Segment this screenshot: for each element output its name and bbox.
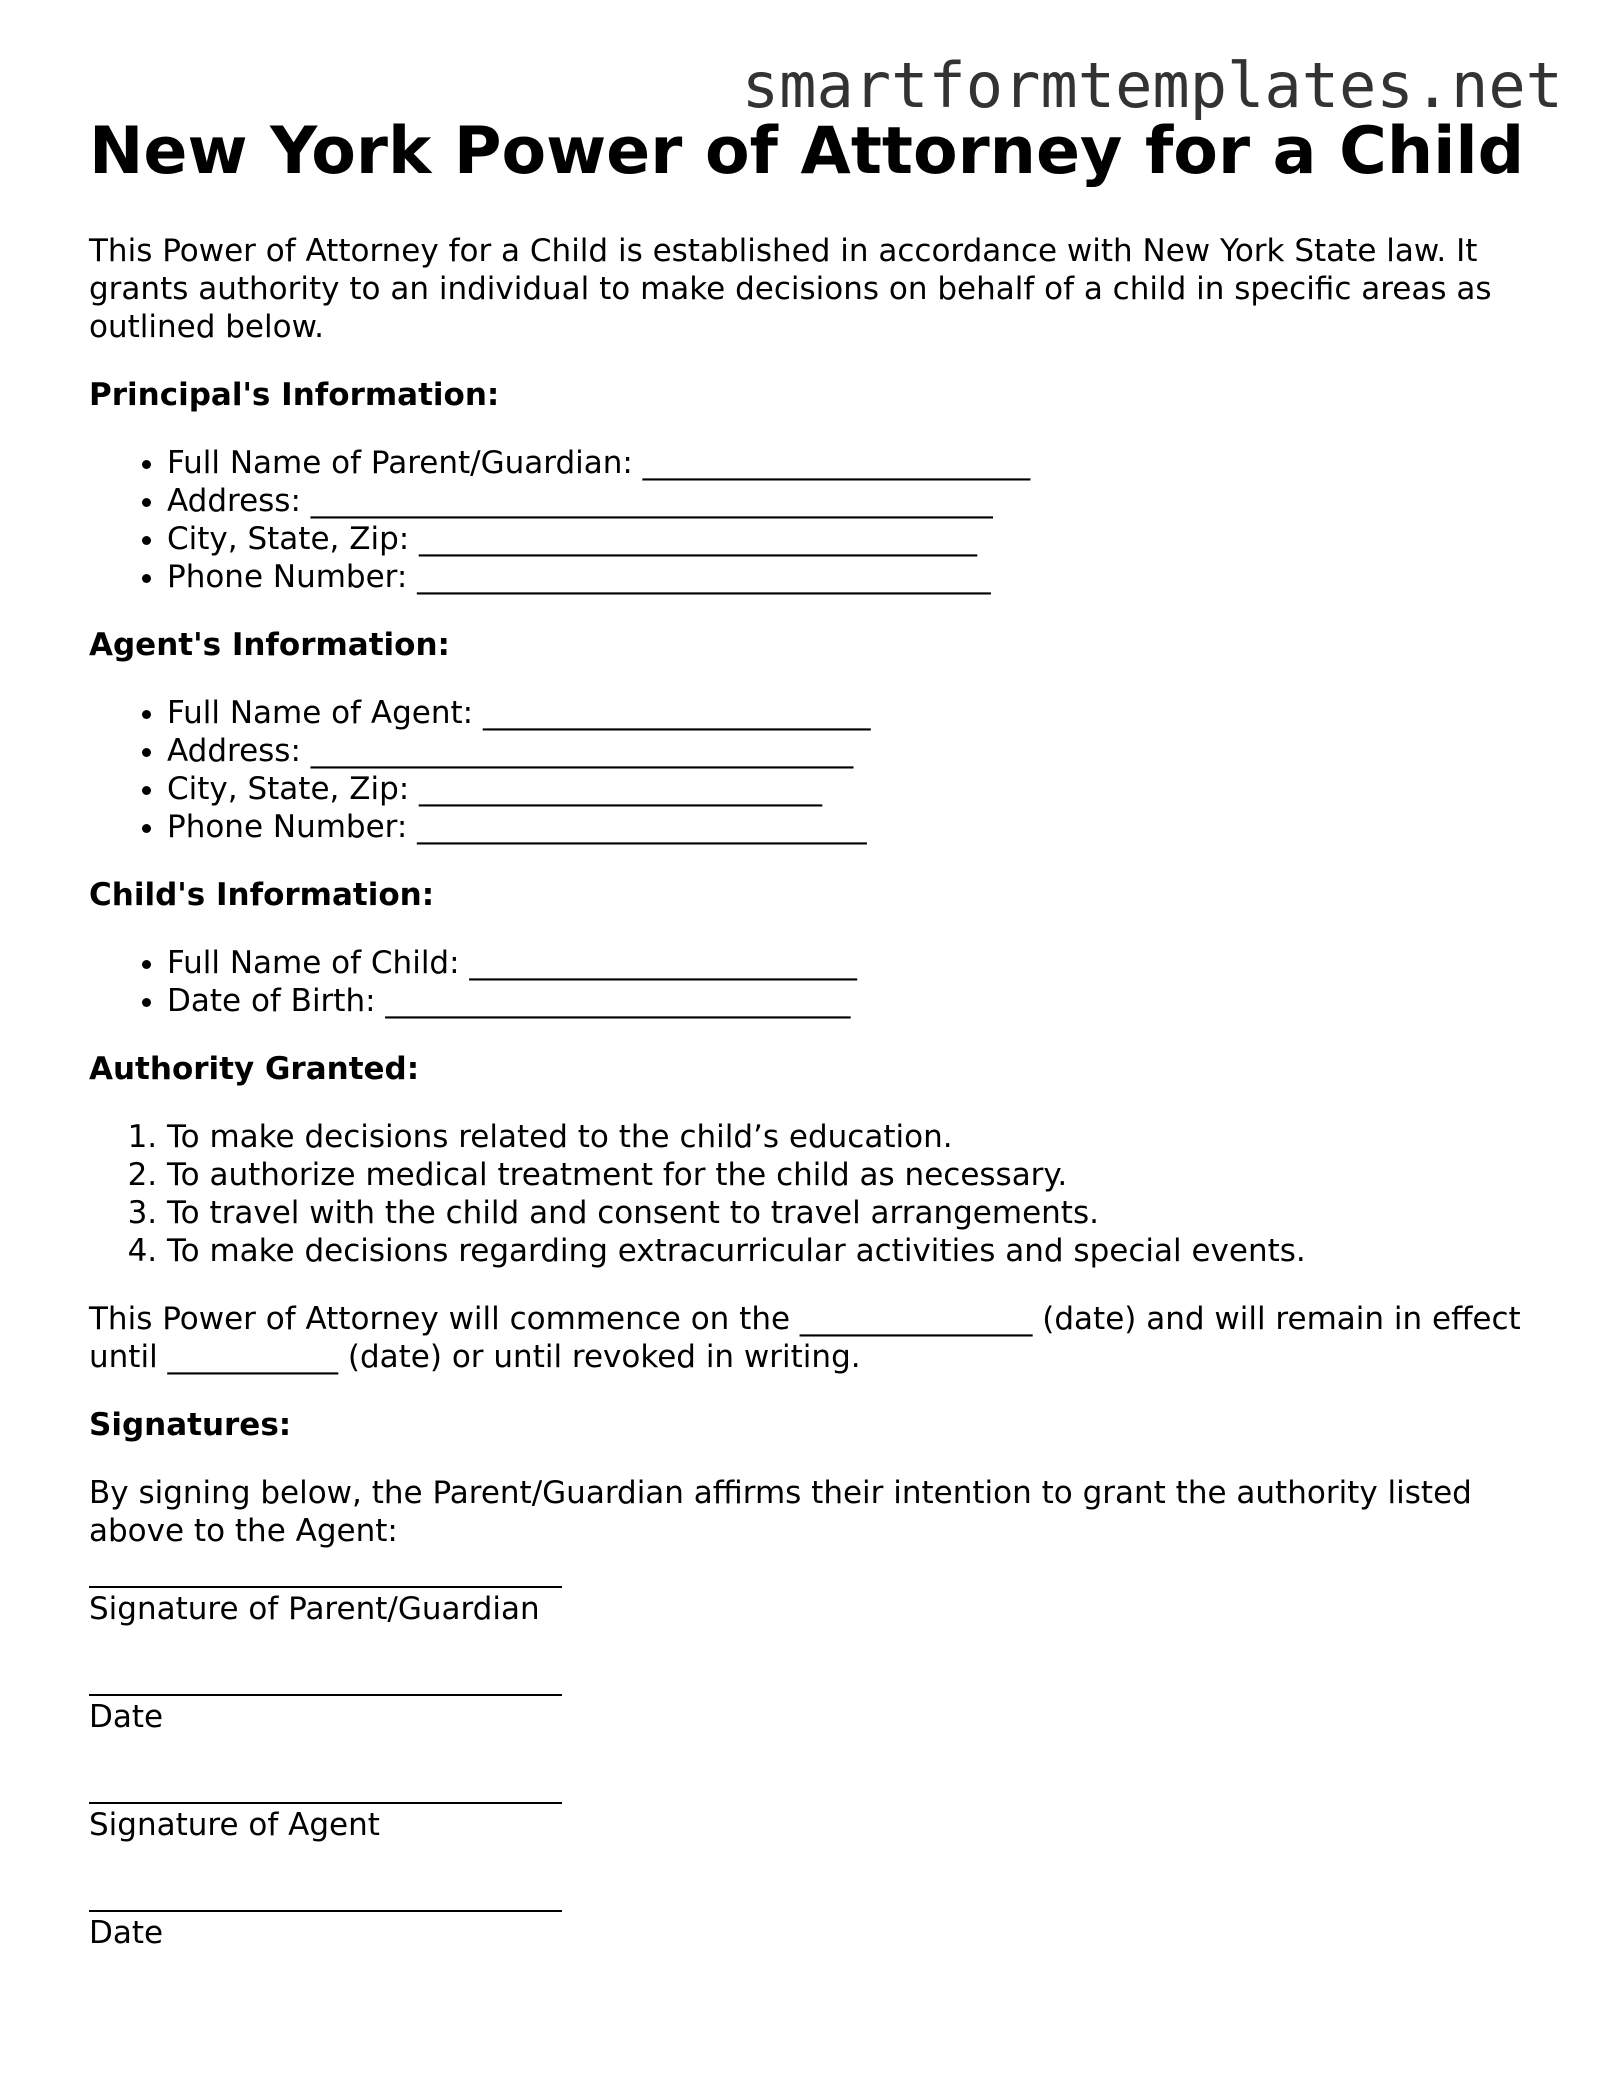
agent-heading: Agent's Information: (89, 627, 450, 663)
principal-address-field: • Address: ____________________________________________ (167, 482, 1529, 520)
principal-city-state-zip-field: • City, State, Zip: ____________________________________ (167, 520, 1529, 558)
agent-fields-list (89, 694, 1529, 846)
authority-item-education: 1. To make decisions related to the child’s education. (167, 1118, 1529, 1156)
document-title: New York Power of Attorney for a Child (89, 114, 1525, 189)
agent-signature-line (89, 1802, 562, 1804)
agent-date-label: Date (89, 1915, 164, 1951)
document-page (89, 110, 1529, 1952)
child-full-name-field: • Full Name of Child: _________________________ (167, 944, 1529, 982)
principal-phone-field: • Phone Number: _____________________________________ (167, 558, 1529, 596)
principal-fields-list (89, 444, 1529, 596)
principal-full-name-field: • Full Name of Parent/Guardian: _________________________ (167, 444, 1529, 482)
principal-heading: Principal's Information: (89, 377, 500, 413)
authority-item-travel: 3. To travel with the child and consent to travel arrangements. (167, 1194, 1529, 1232)
signatures-heading: Signatures: (89, 1407, 292, 1443)
authority-item-medical: 2. To authorize medical treatment for the child as necessary. (167, 1156, 1529, 1194)
signature-block (89, 1586, 1529, 1952)
child-fields-list (89, 944, 1529, 1020)
agent-full-name-field: • Full Name of Agent: _________________________ (167, 694, 1529, 732)
agent-address-field: • Address: ___________________________________ (167, 732, 1529, 770)
agent-date-line (89, 1910, 562, 1912)
parent-signature-label: Signature of Parent/Guardian (89, 1591, 540, 1627)
agent-city-state-zip-field: • City, State, Zip: __________________________ (167, 770, 1529, 808)
authority-heading: Authority Granted: (89, 1051, 420, 1087)
agent-phone-field: • Phone Number: _____________________________ (167, 808, 1529, 846)
authority-item-extracurricular: 4. To make decisions regarding extracurricular activities and special events. (167, 1232, 1529, 1270)
commencement-paragraph: This Power of Attorney will commence on the _______________ (date) and will remain in effect until ___________ (date) or until revoked in writing. (89, 1301, 1521, 1375)
child-heading: Child's Information: (89, 877, 435, 913)
parent-date-label: Date (89, 1699, 164, 1735)
agent-signature-label: Signature of Agent (89, 1807, 380, 1843)
child-date-of-birth-field: • Date of Birth: ______________________________ (167, 982, 1529, 1020)
site-watermark: smartformtemplates.net (741, 49, 1563, 122)
authority-list (89, 1118, 1529, 1270)
signatures-intro: By signing below, the Parent/Guardian affirms their intention to grant the authority listed above to the Agent: (89, 1475, 1472, 1549)
parent-date-line (89, 1694, 562, 1696)
intro-paragraph: This Power of Attorney for a Child is established in accordance with New York State law. It grants authority to an individual to make decisions on behalf of a child in specific areas as outlined below. (89, 233, 1492, 345)
parent-signature-line (89, 1586, 562, 1588)
